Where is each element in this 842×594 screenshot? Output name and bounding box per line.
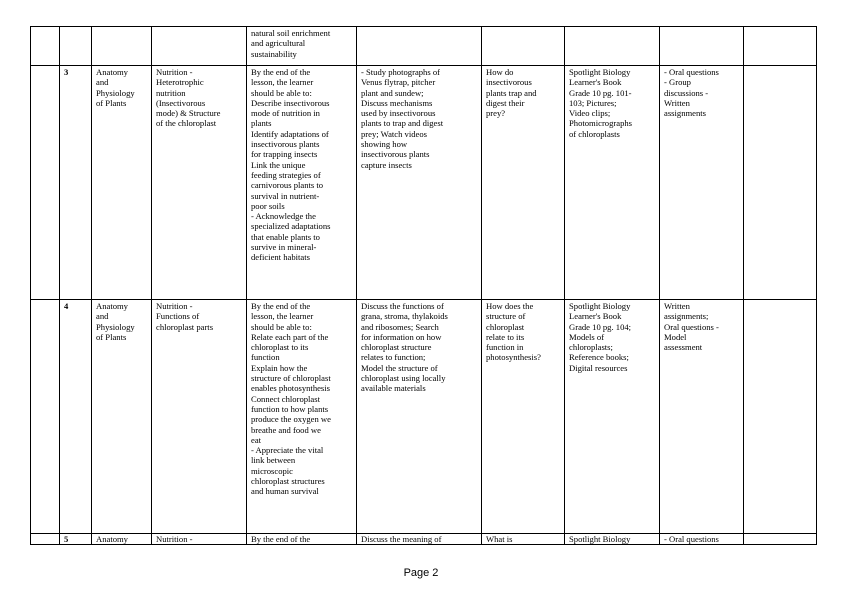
cell-text-line: By the end of the (251, 67, 311, 77)
key-inquiry-question-cell (482, 66, 565, 300)
cell-text-line: insectivorous (486, 77, 532, 88)
sub-strand-cell (152, 66, 247, 300)
cell-text-line: breathe and food we (251, 424, 321, 435)
learning-outcomes-cell (247, 300, 357, 534)
cell-text-line: Relate each part of the (251, 331, 329, 342)
lesson-cell: 5 (60, 534, 92, 545)
learning-experiences-cell (357, 66, 482, 300)
cell-text-line: Written (664, 301, 690, 311)
cell-text-line: feeding strategies of (251, 169, 321, 180)
cell-text-line: should be able to: (251, 87, 312, 98)
cell-text-line: used by insectivorous (361, 108, 436, 119)
cell-text-line: Discuss mechanisms (361, 97, 433, 108)
cell-text-line: showing how (361, 139, 408, 150)
cell-text-line: Physiology (96, 87, 135, 98)
cell-text-line: relates to function; (361, 352, 426, 363)
cell-text-line: insectivorous plants (251, 139, 320, 150)
remarks-cell (744, 300, 817, 534)
cell-text-line: Learner's Book (569, 77, 622, 88)
cell-text-line: By the end of the (251, 534, 311, 544)
cell-text-line: plants trap and (486, 87, 537, 98)
cell-text-line: for trapping insects (251, 149, 318, 160)
page-number: Page 2 (403, 567, 439, 579)
strand-cell (92, 27, 152, 66)
week-cell (31, 27, 60, 66)
cell-text-line: survive in mineral- (251, 242, 317, 253)
cell-text-line: 103; Pictures; (569, 97, 617, 108)
cell-text-line: Anatomy (96, 534, 128, 544)
sub-strand-cell (152, 27, 247, 66)
cell-text-line: chloroplast structure (361, 342, 432, 353)
cell-text-line: What is (486, 534, 513, 544)
table-row (31, 66, 817, 300)
cell-text-line: assessment (664, 342, 703, 353)
cell-text-line: plants to trap and digest (361, 118, 444, 129)
cell-text-line: Oral questions - (664, 321, 719, 332)
lesson-cell: 4 (60, 300, 92, 534)
cell-text-line: of the chloroplast (156, 118, 217, 129)
cell-text-line: Reference books; (569, 352, 629, 363)
lesson-cell (60, 27, 92, 66)
learning-outcomes-cell (247, 534, 357, 545)
cell-text-line: and agricultural (251, 38, 306, 49)
cell-text-line: link between (251, 455, 296, 466)
key-inquiry-question-cell (482, 534, 565, 545)
cell-text-line: plant and sundew; (361, 87, 424, 98)
learning-outcomes-cell (247, 66, 357, 300)
cell-text-line: deficient habitats (251, 252, 310, 263)
cell-text-line: capture insects (361, 159, 412, 170)
cell-text-line: Discuss the functions of (361, 301, 444, 311)
table-row (31, 300, 817, 534)
cell-text-line: Models of (569, 331, 605, 342)
cell-text-line: natural soil enrichment (251, 28, 331, 38)
cell-text-line: mode of nutrition in (251, 108, 320, 119)
learning-outcomes-cell (247, 27, 357, 66)
cell-text-line: chloroplasts; (569, 342, 613, 353)
cell-text-line: Grade 10 pg. 104; (569, 321, 632, 332)
week-cell (31, 66, 60, 300)
cell-text-line: and ribosomes; Search (361, 321, 439, 332)
remarks-cell (744, 534, 817, 545)
cell-text-line: - Appreciate the vital (251, 445, 324, 456)
table-row (31, 27, 817, 66)
cell-text-line: Explain how the (251, 362, 308, 373)
key-inquiry-question-cell (482, 27, 565, 66)
cell-text-line: By the end of the (251, 301, 311, 311)
cell-text-line: microscopic (251, 465, 293, 476)
cell-text-line: of chloroplasts (569, 128, 620, 139)
cell-text-line: - Oral questions (664, 67, 719, 77)
cell-text-line: Heterotrophic (156, 77, 204, 88)
assessment-cell (660, 66, 744, 300)
cell-text-line: chloroplast using locally (361, 373, 446, 384)
cell-text-line: survival in nutrient- (251, 190, 320, 201)
assessment-cell (660, 27, 744, 66)
cell-text-line: - Study photographs of (361, 67, 441, 77)
cell-text-line: discussions - (664, 87, 709, 98)
cell-text-line: produce the oxygen we (251, 414, 331, 425)
cell-text-line: function to how plants (251, 403, 329, 414)
cell-text-line: and human survival (251, 486, 319, 497)
cell-text-line: plants (251, 118, 272, 129)
cell-text-line: Spotlight Biology (569, 534, 631, 544)
cell-text-line: specialized adaptations (251, 221, 331, 232)
cell-text-line: chloroplast structures (251, 476, 325, 487)
cell-text-line: structure of chloroplast (251, 373, 331, 384)
cell-text-line: chloroplast parts (156, 321, 214, 332)
cell-text-line: mode) & Structure (156, 108, 221, 119)
cell-text-line: Discuss the meaning of (361, 534, 442, 544)
cell-text-line: prey; Watch videos (361, 128, 427, 139)
sub-strand-cell (152, 300, 247, 534)
key-inquiry-question-cell (482, 300, 565, 534)
cell-text-line: Identify adaptations of (251, 128, 329, 139)
cell-text-line: function in (486, 342, 524, 353)
cell-text-line: Spotlight Biology (569, 301, 631, 311)
cell-text-line: of Plants (96, 97, 127, 108)
cell-text-line: Anatomy (96, 67, 128, 77)
learning-resources-cell (565, 66, 660, 300)
cell-text-line: relate to its (486, 331, 525, 342)
cell-text-line: chloroplast to its (251, 342, 309, 353)
cell-text-line: sustainability (251, 48, 297, 59)
cell-text-line: prey? (486, 108, 506, 119)
assessment-cell (660, 534, 744, 545)
cell-text-line: Nutrition - (156, 534, 193, 544)
cell-text-line: Grade 10 pg. 101- (569, 87, 632, 98)
cell-text-line: lesson, the learner (251, 311, 314, 322)
cell-text-line: lesson, the learner (251, 77, 314, 88)
cell-text-line: Connect chloroplast (251, 393, 320, 404)
week-cell (31, 300, 60, 534)
sub-strand-cell (152, 534, 247, 545)
cell-text-line: Physiology (96, 321, 135, 332)
remarks-cell (744, 66, 817, 300)
cell-text-line: eat (251, 434, 262, 445)
remarks-cell (744, 27, 817, 66)
cell-text-line: Venus flytrap, pitcher (361, 77, 436, 88)
learning-experiences-cell (357, 300, 482, 534)
cell-text-line: Nutrition - (156, 301, 193, 311)
cell-text-line: assignments; (664, 311, 709, 322)
strand-cell (92, 66, 152, 300)
cell-text-line: Nutrition - (156, 67, 193, 77)
cell-text-line: Digital resources (569, 362, 628, 373)
cell-text-line: Written (664, 97, 690, 108)
scheme-of-work-table (30, 26, 817, 545)
table-row (31, 534, 817, 545)
cell-text-line: for information on how (361, 331, 442, 342)
cell-text-line: Describe insectivorous (251, 97, 330, 108)
cell-text-line: digest their (486, 97, 525, 108)
learning-resources-cell (565, 27, 660, 66)
cell-text-line: Video clips; (569, 108, 611, 119)
cell-text-line: that enable plants to (251, 231, 320, 242)
cell-text-line: and (96, 77, 109, 88)
cell-text-line: How do (486, 67, 514, 77)
cell-text-line: Model the structure of (361, 362, 438, 373)
cell-text-line: Link the unique (251, 159, 306, 170)
learning-resources-cell (565, 300, 660, 534)
cell-text-line: assignments (664, 108, 707, 119)
cell-text-line: poor soils (251, 200, 285, 211)
cell-text-line: structure of (486, 311, 526, 322)
cell-text-line: available materials (361, 383, 426, 394)
cell-text-line: nutrition (156, 87, 186, 98)
cell-text-line: chloroplast (486, 321, 525, 332)
cell-text-line: should be able to: (251, 321, 312, 332)
cell-text-line: Anatomy (96, 301, 128, 311)
assessment-cell (660, 300, 744, 534)
cell-text-line: - Group (664, 77, 691, 88)
strand-cell (92, 300, 152, 534)
learning-experiences-cell (357, 534, 482, 545)
cell-text-line: Functions of (156, 311, 200, 322)
cell-text-line: - Acknowledge the (251, 211, 316, 222)
cell-text-line: enables photosynthesis (251, 383, 331, 394)
learning-resources-cell (565, 534, 660, 545)
cell-text-line: photosynthesis? (486, 352, 541, 363)
cell-text-line: - Oral questions (664, 534, 719, 544)
strand-cell (92, 534, 152, 545)
cell-text-line: insectivorous plants (361, 149, 430, 160)
cell-text-line: Learner's Book (569, 311, 622, 322)
cell-text-line: carnivorous plants to (251, 180, 324, 191)
lesson-cell: 3 (60, 66, 92, 300)
week-cell (31, 534, 60, 545)
cell-text-line: How does the (486, 301, 534, 311)
cell-text-line: Spotlight Biology (569, 67, 631, 77)
cell-text-line: of Plants (96, 331, 127, 342)
cell-text-line: grana, stroma, thylakoids (361, 311, 448, 322)
cell-text-line: function (251, 352, 280, 363)
cell-text-line: (Insectivorous (156, 97, 206, 108)
cell-text-line: Photomicrographs (569, 118, 633, 129)
cell-text-line: and (96, 311, 109, 322)
cell-text-line: Model (664, 331, 687, 342)
learning-experiences-cell (357, 27, 482, 66)
